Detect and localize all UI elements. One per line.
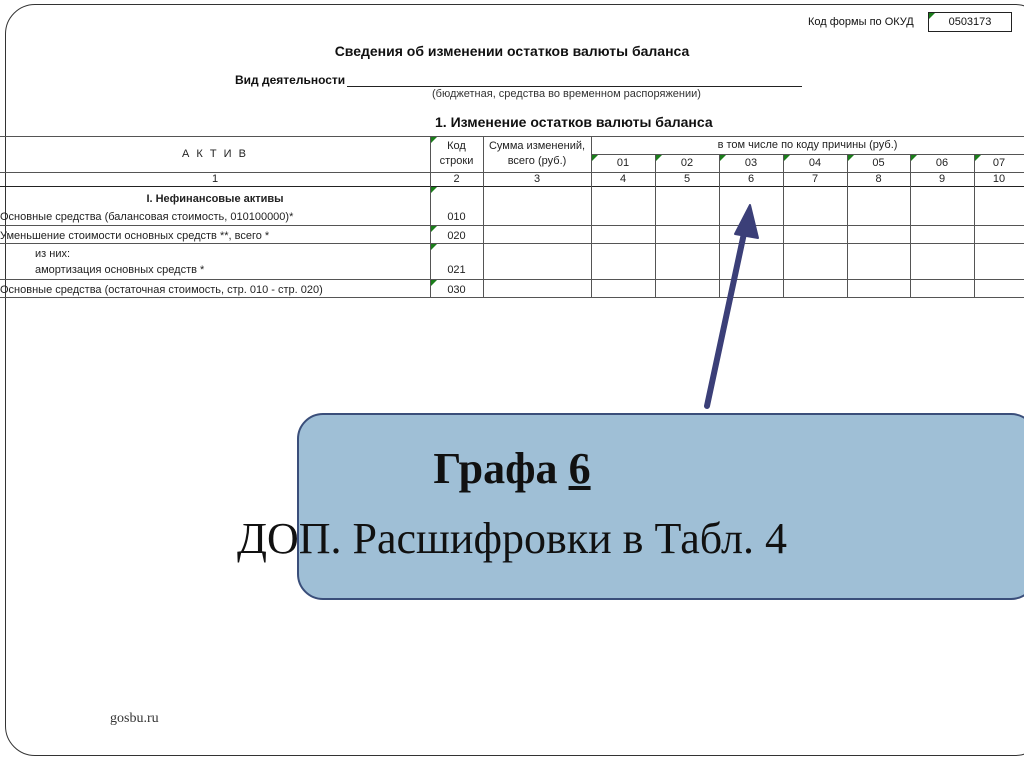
row-code: 020: [447, 230, 466, 242]
callout-word: Графа: [433, 444, 558, 493]
col-number-2: 2: [453, 173, 460, 185]
col-number-5: 5: [683, 173, 691, 185]
row-label: из них:: [35, 248, 71, 260]
row-code: 021: [447, 264, 466, 276]
header-kod-line2: строки: [439, 155, 474, 167]
reason-code-02: 02: [680, 157, 694, 169]
col-number-3: 3: [533, 173, 541, 185]
header-reason: в том числе по коду причины (руб.): [717, 139, 898, 151]
section-title: 1. Изменение остатков валюты баланса: [435, 114, 713, 130]
activity-hint: (бюджетная, средства во временном распоряжении): [432, 88, 701, 100]
footer-site: gosbu.ru: [110, 711, 159, 726]
header-aktiv: А К Т И В: [182, 148, 248, 160]
row-label: Основные средства (остаточная стоимость, стр. 010 - стр. 020): [0, 284, 323, 296]
activity-label: Вид деятельности: [235, 73, 346, 87]
row-label: Уменьшение стоимости основных средств **, всего *: [0, 230, 270, 242]
col-number-8: 8: [875, 173, 882, 185]
header-sum: Сумма изменений,: [488, 140, 586, 152]
col-number-9: 9: [938, 173, 946, 185]
row-code: 030: [447, 284, 466, 296]
header-sum-line2: всего (руб.): [507, 155, 567, 167]
col-number-1: 1: [211, 173, 219, 185]
okud-label: Код формы по ОКУД: [808, 16, 914, 28]
callout-heading: [0, 443, 1024, 494]
col-number-10: 10: [992, 173, 1006, 185]
reason-code-06: 06: [935, 157, 949, 169]
callout-box: [297, 413, 1024, 600]
col-number-4: 4: [619, 173, 627, 185]
callout-number: 6: [568, 444, 591, 493]
row-section-heading: I. Нефинансовые активы: [146, 193, 284, 205]
reason-code-04: 04: [808, 157, 822, 169]
col-number-6: 6: [747, 173, 755, 185]
header-kod: Код: [447, 140, 466, 152]
reason-code-03: 03: [744, 157, 758, 169]
reason-code-05: 05: [872, 157, 885, 169]
row-label-line2: амортизация основных средств *: [35, 264, 205, 276]
form-title: Сведения об изменении остатков валюты баланса: [334, 43, 690, 59]
row-code: 010: [447, 211, 466, 223]
okud-code-box: 0503173: [928, 12, 1012, 32]
row-label: Основные средства (балансовая стоимость, 010100000)*: [0, 211, 294, 223]
col-number-7: 7: [811, 173, 819, 185]
callout-subtitle: ДОП. Расшифровки в Табл. 4: [236, 514, 788, 563]
reason-code-07: 07: [992, 157, 1006, 169]
reason-code-01: 01: [616, 157, 630, 169]
